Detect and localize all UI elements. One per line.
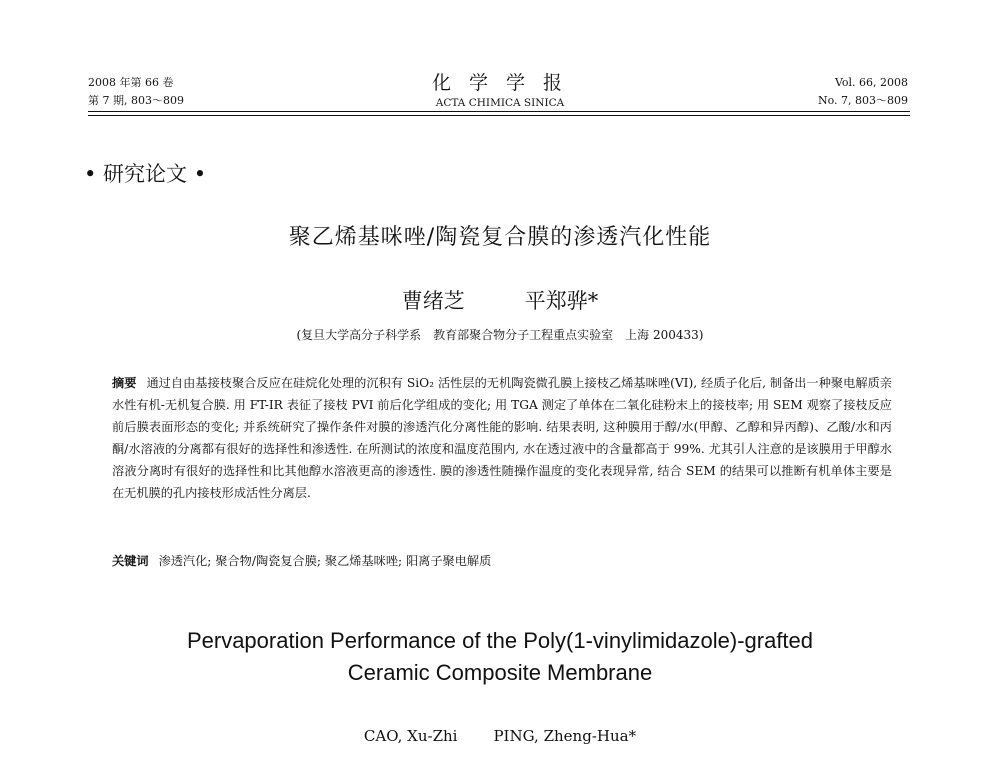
issue-pages: 第 7 期, 803～809 [88, 94, 184, 107]
abstract [112, 372, 892, 504]
header-rule-top [88, 111, 910, 112]
authors-chinese [0, 285, 1000, 315]
abstract-text: 通过自由基接枝聚合反应在硅烷化处理的沉积有 SiO₂ 活性层的无机陶瓷微孔膜上接枝乙烯基咪唑(VI), 经质子化后, 制备出一种聚电解质亲水性有机-无机复合膜. 用 FT-IR 表征了接枝 PVI 前后化学组成的变化; 用 TGA 测定了单体在二氧化硅粉末上的接枝率; 用 SEM 观察了接枝反应前后膜表面形态的变化; 并系统研究了操作条件对膜的渗透汽化分离性能的影响. 结果表明, 这种膜用于醇/水(甲醇、乙醇和异丙醇)、乙酸/水和丙酮/水溶液的分离都有很好的选择性和渗透性. 在所测试的浓度和温度范围内, 水在透过液中的含量都高于 99%. 尤其引人注意的是该膜用于甲醇水溶液分离时有很好的选择性和比其他醇水溶液更高的渗透性. 膜的渗透性随操作温度的变化表现异常, 结合 SEM 的结果可以推断有机单体主要是在无机膜的孔内接枝形成活性分离层. [112, 376, 892, 500]
author-cn-1: 曹绪芝 [401, 289, 465, 313]
authors-english [0, 727, 1000, 745]
author-en-1: CAO, Xu-Zhi [363, 727, 458, 745]
journal-name-cn: 化 学 学 报 [431, 72, 569, 94]
title-english [0, 625, 1000, 689]
section-label: • 研究论文 • [84, 162, 207, 186]
header-rule-bottom [88, 115, 910, 116]
abstract-label: 摘要 [112, 376, 137, 390]
author-en-2: PING, Zheng-Hua* [493, 727, 637, 745]
title-english-line-2: Ceramic Composite Membrane [347, 660, 653, 685]
number-pages: No. 7, 803～809 [817, 94, 908, 107]
keywords-text: 渗透汽化; 聚合物/陶瓷复合膜; 聚乙烯基咪唑; 阳离子聚电解质 [158, 554, 492, 568]
year-volume: 2008 年第 66 卷 [88, 76, 174, 89]
volume-year: Vol. 66, 2008 [834, 76, 908, 89]
keywords-label: 关键词 [112, 554, 149, 568]
author-cn-2: 平郑骅* [524, 289, 599, 313]
issue-info-right [818, 74, 908, 110]
title-english-line-1: Pervaporation Performance of the Poly(1-vinylimidazole)-grafted [186, 628, 814, 653]
keywords [112, 552, 491, 569]
affiliation-chinese: (复旦大学高分子科学系 教育部聚合物分子工程重点实验室 上海 200433) [296, 328, 704, 342]
title-chinese: 聚乙烯基咪唑/陶瓷复合膜的渗透汽化性能 [288, 225, 712, 250]
journal-name-en: ACTA CHIMICA SINICA [435, 97, 565, 109]
